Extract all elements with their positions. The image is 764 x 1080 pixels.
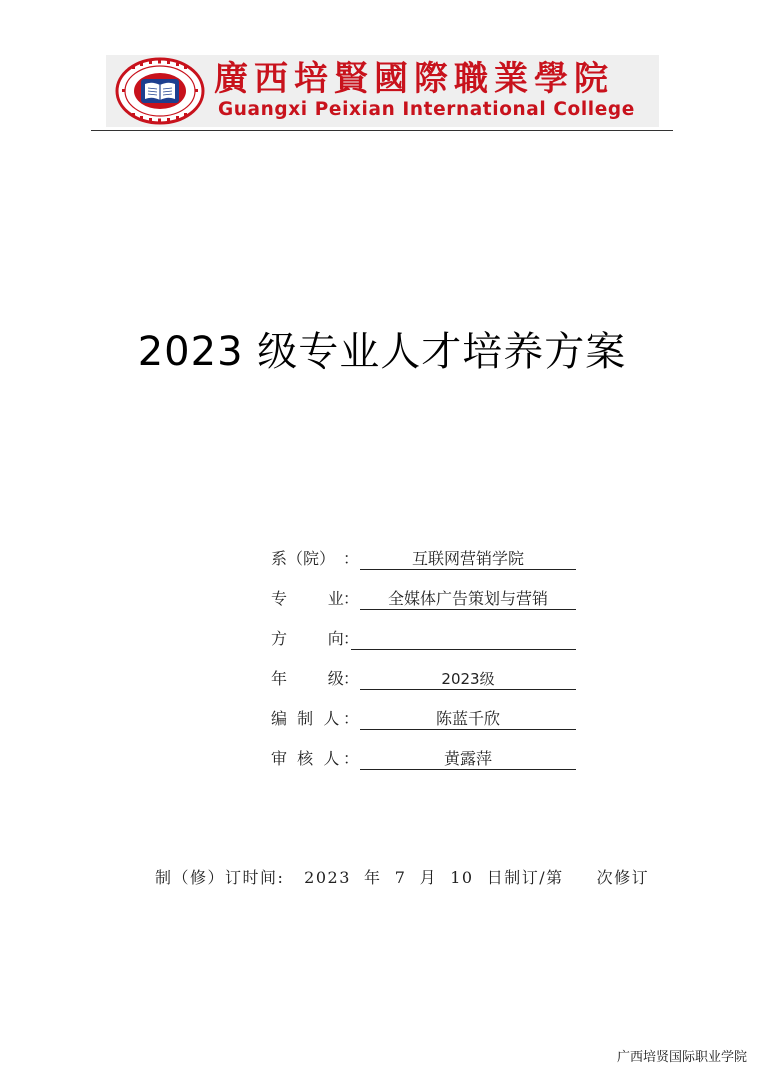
- header-logo-banner: [106, 55, 659, 127]
- header-divider: [91, 130, 673, 131]
- author-colon: ：: [343, 709, 360, 728]
- department-value: 互联网营销学院: [360, 547, 576, 570]
- document-title: 2023 级专业人才培养方案: [137, 329, 627, 375]
- grade-value: 2023级: [360, 667, 576, 690]
- major-colon: ：: [343, 589, 360, 608]
- footer-college-name: 广西培贤国际职业学院: [616, 1050, 747, 1065]
- reviewer-label: 审 核 人: [271, 749, 340, 768]
- info-row-major: [271, 587, 581, 611]
- direction-value: [351, 627, 576, 650]
- reviewer-colon: ：: [343, 749, 360, 768]
- department-colon: ：: [343, 549, 360, 568]
- revision-date-line: 制（修）订时间: 2023 年 7 月 10 日制订/第 次修订: [155, 868, 650, 887]
- info-row-grade: [271, 667, 581, 691]
- info-row-department: [271, 547, 581, 571]
- college-seal-logo: [114, 57, 206, 125]
- info-row-direction: [271, 627, 581, 651]
- major-label: 专 业: [271, 589, 344, 608]
- grade-label: 年 级: [271, 669, 344, 688]
- major-value: 全媒体广告策划与营销: [360, 587, 576, 610]
- author-label: 编 制 人: [271, 709, 340, 728]
- info-row-author: [271, 707, 581, 731]
- college-name-chinese: 廣西培賢國際職業學院: [214, 59, 614, 99]
- grade-colon: ：: [343, 669, 360, 688]
- reviewer-value: 黄露萍: [360, 747, 576, 770]
- college-name-english: Guangxi Peixian International College: [218, 99, 635, 120]
- department-label: 系（院）: [271, 549, 336, 568]
- direction-colon: ：: [343, 629, 360, 648]
- author-value: 陈蓝千欣: [360, 707, 576, 730]
- info-row-reviewer: [271, 747, 581, 771]
- direction-label: 方 向: [271, 629, 344, 648]
